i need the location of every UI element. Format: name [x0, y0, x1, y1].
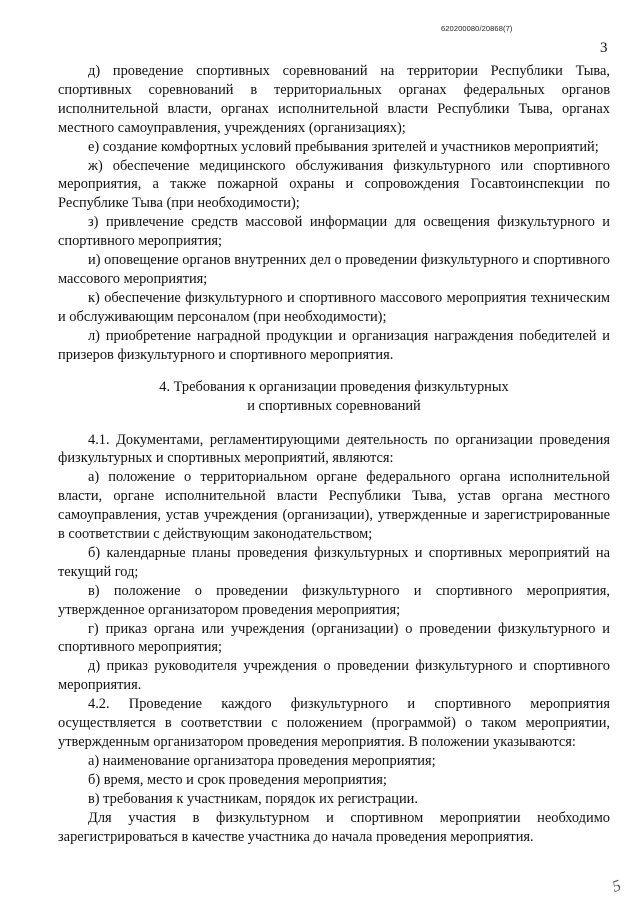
list-item: к) обеспечение физкультурного и спортивного массового мероприятия техническим и обслуживающим персоналом (при необходимости);	[58, 289, 610, 325]
list-item: л) приобретение наградной продукции и организация награждения победителей и призеров физкультурного и спортивного мероприятия.	[58, 327, 610, 363]
section-heading	[58, 378, 610, 416]
list-item: а) положение о территориальном органе федерального органа исполнительной власти, органе исполнительной власти Республики Тыва, устав органа местного самоуправления, устав учреждения (организации), утвержденные и зарегистрированные в соответствии с действующим законодательством;	[58, 469, 610, 543]
list-item: 4.2. Проведение каждого физкультурного и спортивного мероприятия осуществляется в соответствии с положением (программой) о таком мероприятии, утвержденным организатором проведения мероприятия. В положении указываются:	[58, 696, 610, 750]
list-item: д) приказ руководителя учреждения о проведении физкультурного и спортивного мероприятия.	[58, 658, 610, 694]
list-item: и) оповещение органов внутренних дел о проведении физкультурного и спортивного массового мероприятия;	[58, 252, 610, 287]
list-item: з) привлечение средств массовой информации для освещения физкультурного и спортивного мероприятия;	[58, 214, 610, 250]
list-item: д) проведение спортивных соревнований на территории Республики Тыва, спортивных соревнований в территориальных органах федеральных органов исполнительной власти, органах исполнительной власти Республики Тыва, органах местного самоуправления, учреждениях (организациях);	[58, 63, 610, 136]
list-item: Для участия в физкультурном и спортивном мероприятии необходимо зарегистрироваться в качестве участника до начала проведения мероприятия.	[58, 809, 610, 845]
list-item: б) время, место и срок проведения мероприятия;	[88, 771, 387, 788]
list-item: б) календарные планы проведения физкультурных и спортивных мероприятий на текущий год;	[58, 544, 610, 580]
list-item: в) требования к участникам, порядок их регистрации.	[88, 790, 418, 807]
list-item: 4.1. Документами, регламентирующими деятельность по организации проведения физкультурных и спортивных мероприятий, являются:	[58, 431, 610, 467]
section-title-line: 4. Требования к организации проведения физкультурных	[159, 378, 509, 395]
section-title-line: и спортивных соревнований	[247, 397, 421, 414]
document-body	[58, 62, 610, 846]
list-item: а) наименование организатора проведения мероприятия;	[88, 752, 436, 769]
page-number: 3	[600, 40, 608, 56]
list-item: в) положение о проведении физкультурного и спортивного мероприятия, утвержденное организатором проведения мероприятия;	[58, 582, 610, 618]
list-item: е) создание комфортных условий пребывания зрителей и участников мероприятий;	[88, 138, 599, 155]
list-item: ж) обеспечение медицинского обслуживания физкультурного или спортивного мероприятия, а также пожарной охраны и сопровождения Госавтоинспекции по Республике Тыва (при необходимости);	[58, 157, 610, 212]
list-item: г) приказ органа или учреждения (организации) о проведении физкультурного и спортивного мероприятия;	[58, 620, 610, 656]
handwritten-mark: 5	[610, 877, 624, 896]
document-code: 620200080/20868(7)	[441, 24, 513, 33]
